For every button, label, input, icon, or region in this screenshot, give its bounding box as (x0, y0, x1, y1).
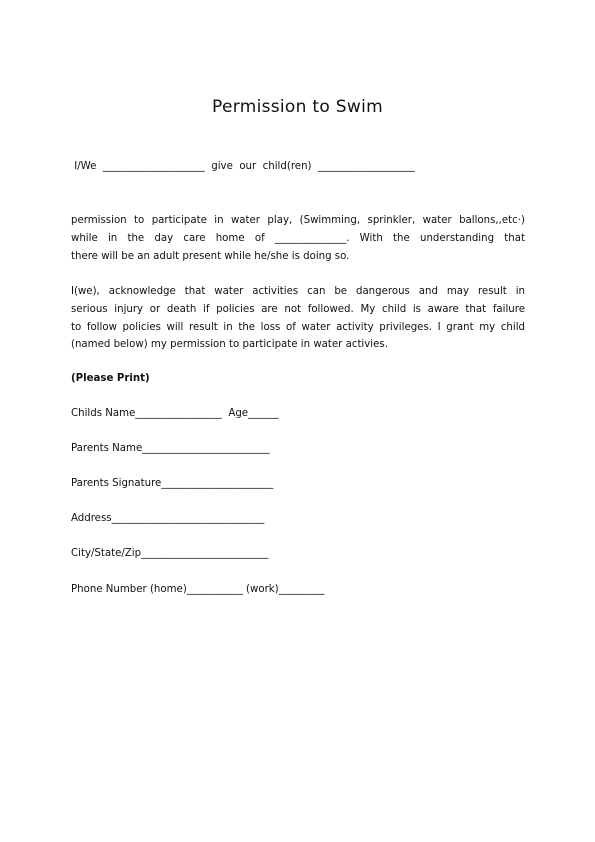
address-field: Address______________________________ (71, 513, 265, 524)
please-print-label: (Please Print) (71, 373, 150, 384)
paragraph-line: permission to participate in water play, (Swimming, sprinkler, water ballons,,etc·) (71, 215, 525, 226)
paragraph-acknowledgement (71, 283, 525, 354)
page-title: Permission to Swim (212, 97, 383, 117)
paragraph-line: serious injury or death if policies are not followed. My child is aware that failure (71, 303, 525, 315)
paragraph-line: there will be an adult present while he/she is doing so. (71, 250, 350, 262)
paragraph-line: (named below) my permission to participate in water activies. (71, 339, 388, 351)
phone-number-field: Phone Number (home)___________ (work)_________ (71, 584, 325, 595)
paragraph-line: while in the day care home of ______________. With the understanding that (71, 232, 525, 244)
parents-name-field: Parents Name_________________________ (71, 443, 270, 454)
child-name-field: Childs Name_________________ Age______ (71, 408, 279, 419)
city-state-zip-field: City/State/Zip_________________________ (71, 548, 269, 559)
paragraph-permission (71, 212, 525, 265)
paragraph-line: to follow policies will result in the loss of water activity privileges. I grant my child (71, 321, 525, 333)
paragraph-line: I(we), acknowledge that water activities can be dangerous and may result in (71, 286, 525, 297)
parents-signature-field: Parents Signature______________________ (71, 478, 274, 489)
intro-line: I/We ____________________ give our child(ren) ___________________ (71, 161, 415, 172)
